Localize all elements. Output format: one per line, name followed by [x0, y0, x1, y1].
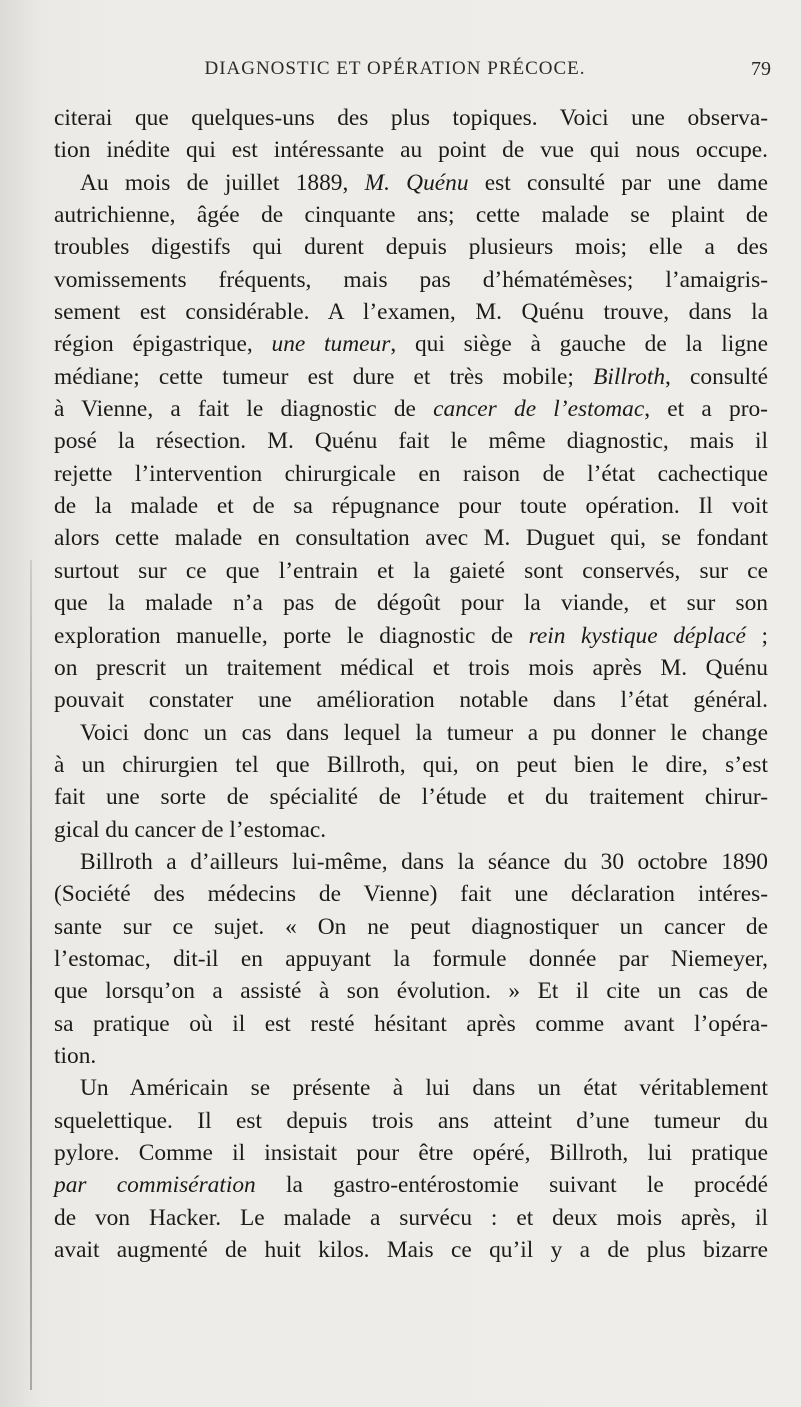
text-segment: avait augmenté de huit kilos. Mais ce qu’il y a de plus bizarre [54, 1237, 768, 1264]
text-line [54, 943, 768, 975]
text-segment: squelettique. Il est depuis trois ans atteint d’une tumeur du [54, 1107, 768, 1134]
text-line [54, 814, 768, 846]
text-line [54, 134, 768, 166]
text-segment: que la malade n’a pas de dégoût pour la viande, et sur son [54, 590, 768, 617]
text-segment: troubles digestifs qui durent depuis plusieurs mois; elle a des [54, 234, 768, 261]
text-line [54, 587, 768, 619]
text-line [54, 264, 768, 296]
text-line [54, 1234, 768, 1266]
italic-text: rein kystique déplacé [528, 622, 746, 649]
text-segment: , consulté [665, 363, 768, 390]
text-line [54, 717, 768, 749]
italic-text: par commisération [54, 1172, 256, 1199]
italic-text: cancer de l’estomac [433, 396, 645, 423]
text-segment: sa pratique où il est resté hésitant après comme avant l’opéra- [54, 1010, 768, 1037]
text-line [54, 684, 768, 716]
text-line [54, 555, 768, 587]
italic-text: Billroth [593, 363, 666, 390]
text-segment: de la malade et de sa répugnance pour toute opération. Il voit [54, 493, 768, 520]
text-segment: on prescrit un traitement médical et trois mois après M. Quénu [54, 654, 768, 681]
text-segment: est consulté par une dame [468, 169, 769, 196]
text-segment: rejette l’intervention chirurgicale en raison de l’état cachectique [54, 460, 768, 487]
text-line [54, 878, 768, 910]
italic-text: une tumeur [271, 331, 391, 358]
text-line [54, 393, 768, 425]
text-segment: l’estomac, dit-il en appuyant la formule donnée par Niemeyer, [54, 945, 768, 972]
text-segment: Billroth a d’ailleurs lui-même, dans la séance du 30 octobre 1890 [80, 848, 768, 875]
text-segment: Au mois de juillet 1889, [80, 169, 365, 196]
text-line [54, 1169, 768, 1201]
text-line [54, 1202, 768, 1234]
text-segment: région épigastrique, [54, 331, 272, 358]
text-segment: , et a pro- [644, 396, 768, 423]
text-segment: pylore. Comme il insistait pour être opéré, Billroth, lui pratique [54, 1140, 768, 1166]
text-segment: vomissements fréquents, mais pas d’hématémèses; l’amaigris- [54, 266, 768, 293]
text-line [54, 458, 768, 490]
page-header [0, 58, 801, 88]
text-line [54, 846, 768, 878]
text-segment: gical du cancer de l’estomac. [54, 816, 327, 843]
running-title: DIAGNOSTIC ET OPÉRATION PRÉCOCE. [204, 58, 586, 79]
text-line [54, 199, 768, 231]
text-segment: , qui siège à gauche de la ligne [390, 331, 768, 358]
binding-gutter-shadow [30, 560, 32, 1390]
text-segment: alors cette malade en consultation avec M. Duguet qui, se fondant [54, 525, 768, 552]
text-line [54, 102, 768, 134]
text-segment: (Société des médecins de Vienne) fait une déclaration intéres- [54, 881, 768, 908]
body-text [54, 102, 768, 1266]
text-segment: que lorsqu’on a assisté à son évolution. » Et il cite un cas de [54, 978, 768, 1005]
italic-text: M. Quénu [364, 169, 469, 196]
text-line [54, 620, 768, 652]
text-segment: de von Hacker. Le malade a survécu : et deux mois après, il [54, 1204, 768, 1231]
text-segment: médiane; cette tumeur est dure et très mobile; [54, 363, 594, 390]
text-line [54, 522, 768, 554]
text-line [54, 1072, 768, 1104]
text-line [54, 911, 768, 943]
text-line [54, 425, 768, 457]
text-segment: tion. [54, 1042, 97, 1069]
text-segment: exploration manuelle, porte le diagnostic de [54, 622, 529, 649]
text-segment: tion inédite qui est intéressante au point de vue qui nous occupe. [54, 137, 768, 164]
text-line [54, 975, 768, 1007]
text-segment: pouvait constater une amélioration notable dans l’état général. [54, 687, 768, 714]
text-line [54, 1137, 768, 1169]
text-line [54, 781, 768, 813]
text-segment: à Vienne, a fait le diagnostic de [54, 396, 434, 423]
text-segment: Voici donc un cas dans lequel la tumeur a pu donner le change [80, 719, 768, 746]
text-line [54, 361, 768, 393]
text-line [54, 1105, 768, 1137]
text-line [54, 749, 768, 781]
text-segment: sement est considérable. A l’examen, M. Quénu trouve, dans la [54, 299, 768, 326]
text-segment: autrichienne, âgée de cinquante ans; cette malade se plaint de [54, 202, 768, 229]
text-line [54, 1040, 768, 1072]
text-segment: fait une sorte de spécialité de l’étude et du traitement chirur- [54, 784, 768, 811]
text-segment: à un chirurgien tel que Billroth, qui, on peut bien le dire, s’est [54, 751, 768, 778]
text-segment: citerai que quelques-uns des plus topiques. Voici une observa- [54, 105, 768, 131]
page-number: 79 [751, 58, 771, 80]
text-line [54, 1008, 768, 1040]
text-line [54, 296, 768, 328]
text-segment: ; [745, 622, 768, 649]
text-line [54, 328, 768, 360]
text-segment: sante sur ce sujet. « On ne peut diagnostiquer un cancer de [54, 913, 768, 940]
text-line [54, 167, 768, 199]
text-segment: surtout sur ce que l’entrain et la gaieté sont conservés, sur ce [54, 557, 768, 584]
text-segment: la gastro-entérostomie suivant le procédé [255, 1172, 768, 1199]
text-line [54, 490, 768, 522]
text-segment: Un Américain se présente à lui dans un état véritablement [80, 1075, 768, 1102]
text-segment: posé la résection. M. Quénu fait le même diagnostic, mais il [54, 428, 768, 455]
text-line [54, 652, 768, 684]
text-line [54, 231, 768, 263]
